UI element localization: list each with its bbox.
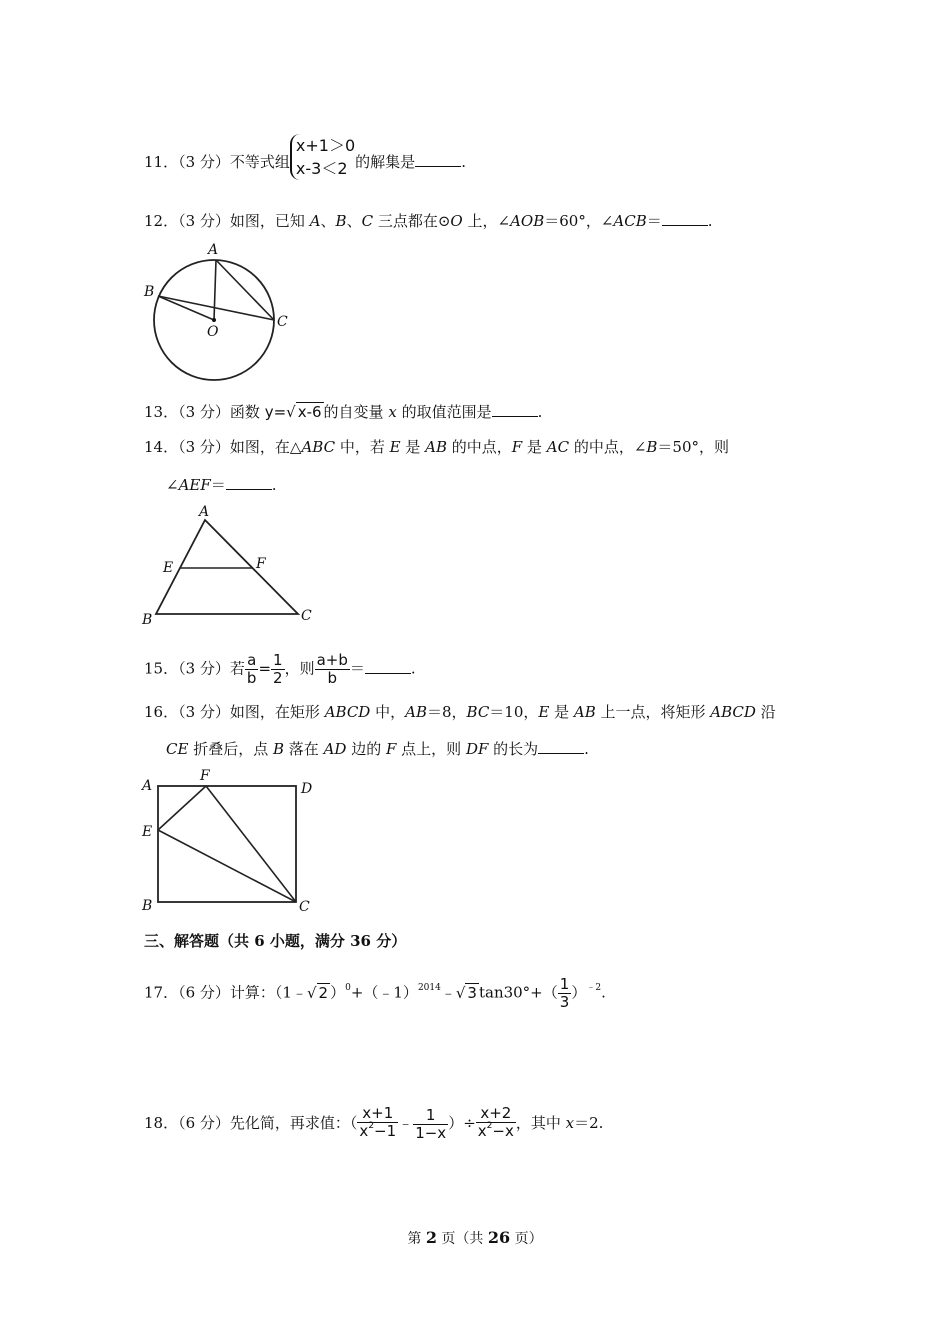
label-o: O <box>207 324 219 340</box>
label-c: C <box>277 314 288 330</box>
figure-triangle <box>138 500 328 632</box>
rectangle-abcd <box>158 786 296 902</box>
question-15: 15．（3 分）若 $\frac{a}{b}$ = $\frac{1}{2}$ ，则 $\frac{a+b}{b}$ ＝ . <box>144 651 416 687</box>
label-b: B <box>144 284 155 300</box>
answer-blank <box>538 739 584 754</box>
answer-blank <box>415 152 461 167</box>
segment-ef <box>158 786 206 830</box>
question-17: 17．（6 分）计算：（1﹣√ 2 ）$^0$+（﹣1）$^{2014}$﹣√ 3 tan30°+（ $\frac{1}{3}$ ）$^{﹣2}$. <box>144 975 606 1011</box>
label-e: E <box>163 560 174 576</box>
segment-fc <box>206 786 296 902</box>
label-a: A <box>208 242 219 258</box>
center-point <box>212 318 216 322</box>
question-13: 13．（3 分）函数 y=√ x-6 的自变量 x 的取值范围是 . <box>144 400 542 424</box>
segment-oa <box>214 260 216 320</box>
segment-ec <box>158 830 296 902</box>
question-16: 16．（3 分）如图，在矩形 ABCD 中，AB＝8，BC＝10，E 是 AB 上一点，将矩形 ABCD 沿 <box>144 703 776 721</box>
fraction-1: $\frac{x+1}{x^2-1}$ <box>359 1104 397 1140</box>
label-b: B <box>142 612 153 628</box>
answer-blank <box>662 211 708 226</box>
segment-bc <box>158 296 274 320</box>
page-footer: 第 2 页（共 26 页） <box>407 1228 543 1247</box>
label-a: A <box>142 778 153 794</box>
label-f: F <box>200 768 210 784</box>
fraction-1-3: $\frac{1}{3}$ <box>559 975 570 1011</box>
answer-blank <box>226 475 272 490</box>
answer-blank <box>492 402 538 417</box>
fraction-3: $\frac{x+2}{x^2-x}$ <box>477 1104 514 1140</box>
label-b: B <box>142 898 153 914</box>
question-12: 12．（3 分）如图，已知 A、B、C 三点都在⊙O 上，∠AOB＝60°，∠ACB＝ . <box>144 212 713 230</box>
sqrt-3: √ 3 <box>455 983 477 1002</box>
question-18: 18．（6 分）先化简，再求值：（ $\frac{x+1}{x^2-1}$ ﹣ $\frac{1}{1-x}$ ）÷ $\frac{x+2}{x^2-x}$ ，其中 x＝2. <box>144 1104 604 1142</box>
figure-circle <box>140 238 300 388</box>
segment-bo <box>158 296 214 320</box>
label-e: E <box>142 824 153 840</box>
question-14-line2: ∠AEF＝ . <box>166 476 277 494</box>
label-f: F <box>256 556 266 572</box>
label-c: C <box>301 608 312 624</box>
q11-score: （3 分） <box>178 153 230 171</box>
sqrt-2: √ 2 <box>306 983 329 1002</box>
question-16-line2: CE 折叠后，点 B 落在 AD 边的 F 点上，则 DF 的长为 . <box>166 740 589 758</box>
question-14: 14．（3 分）如图，在△ABC 中，若 E 是 AB 的中点，F 是 AC 的中点，∠B＝50°，则 <box>144 438 730 456</box>
fraction-apb-b: $\frac{a+b}{b}$ <box>316 651 348 687</box>
answer-blank <box>365 659 411 674</box>
question-11: 11．（3 分）不等式组 x+1＞0 x-3＜2 的解集是 . <box>144 136 466 178</box>
label-c: C <box>299 899 310 915</box>
inequality-system: x+1＞0 x-3＜2 <box>290 134 355 180</box>
label-d: D <box>301 781 313 797</box>
fraction-1-2: $\frac{1}{2}$ <box>273 651 283 687</box>
q11-number: 11． <box>144 153 179 171</box>
triangle-abc <box>156 520 298 614</box>
label-a: A <box>199 504 210 520</box>
figure-rectangle <box>138 764 328 918</box>
sqrt-expression: √ x-6 <box>286 403 322 421</box>
fraction-a-b: $\frac{a}{b}$ <box>246 651 257 687</box>
section-heading: 三、解答题（共 6 小题，满分 36 分） <box>144 932 407 950</box>
fraction-2: $\frac{1}{1-x}$ <box>415 1105 447 1142</box>
